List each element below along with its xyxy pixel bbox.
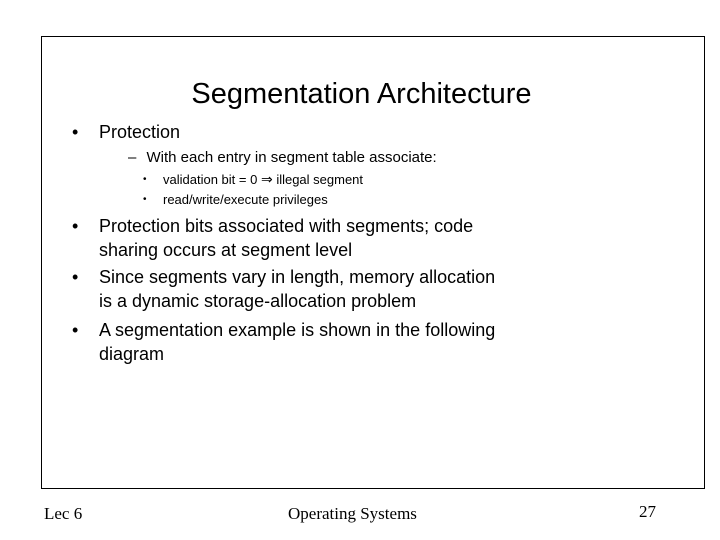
sub-bullet-text: With each entry in segment table associate: [146, 149, 437, 166]
bullet-marker: • [72, 122, 79, 142]
bullet-marker: • [72, 216, 79, 236]
footer-course: Operating Systems [288, 504, 417, 523]
validation-text [163, 171, 363, 189]
bullet-text-line2: sharing occurs at segment level [99, 240, 353, 260]
validation-before: validation bit = 0 [163, 172, 258, 187]
bullet-marker: • [143, 174, 147, 185]
bullet-text: Protection [99, 122, 181, 142]
bullet-text-line1: Protection bits associated with segments; code [99, 216, 474, 236]
slide-title: Segmentation Architecture [191, 78, 532, 110]
bullet-marker: • [72, 320, 79, 340]
dash-marker: – [128, 149, 137, 166]
bullet-marker: • [143, 194, 147, 205]
bullet-text-line1: A segmentation example is shown in the following [99, 320, 496, 340]
footer-lecture: Lec 6 [44, 504, 83, 523]
privileges-text: read/write/execute privileges [163, 192, 328, 207]
footer-page-number: 27 [639, 502, 656, 521]
bullet-text-line2: diagram [99, 344, 165, 364]
bullet-marker: • [72, 267, 79, 287]
implies-arrow-icon: ⇒ [260, 172, 273, 188]
validation-after: illegal segment [276, 172, 364, 187]
bullet-text-line2: is a dynamic storage-allocation problem [99, 291, 417, 311]
sub-bullet-associate [128, 148, 437, 168]
bullet-text-line1: Since segments vary in length, memory allocation [99, 267, 496, 287]
